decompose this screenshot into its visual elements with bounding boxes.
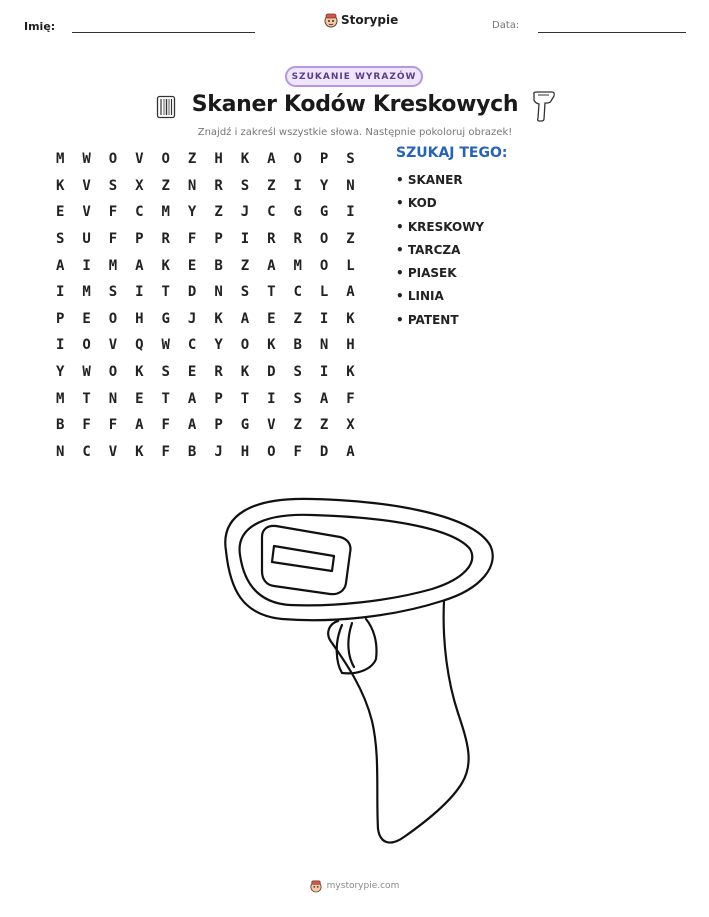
- grid-cell: H: [214, 151, 223, 168]
- page-title: Skaner Kodów Kreskowych: [191, 92, 519, 117]
- grid-cell: A: [187, 390, 197, 407]
- grid-cell: O: [108, 364, 118, 381]
- footer-url: mystorypie.com: [326, 881, 400, 891]
- grid-cell: B: [214, 257, 223, 274]
- grid-cell: I: [55, 337, 65, 354]
- grid-cell: G: [240, 417, 250, 434]
- grid-cell: B: [293, 337, 302, 354]
- grid-cell: S: [240, 177, 250, 194]
- grid-cell: F: [108, 231, 118, 248]
- word-list-item: • KRESKOWY: [396, 219, 485, 234]
- grid-cell: A: [240, 310, 250, 327]
- grid-cell: E: [82, 310, 91, 327]
- grid-cell: A: [319, 390, 329, 407]
- word-list-item: • TARCZA: [396, 242, 461, 257]
- grid-cell: Q: [135, 337, 144, 354]
- grid-cell: A: [267, 257, 276, 274]
- brand-logo: [324, 12, 398, 28]
- grid-cell: A: [55, 257, 65, 274]
- grid-cell: P: [135, 231, 144, 248]
- grid-cell: I: [267, 390, 276, 407]
- grid-cell: Y: [187, 204, 197, 221]
- grid-cell: T: [267, 284, 276, 301]
- grid-cell: S: [55, 231, 65, 248]
- grid-cell: V: [82, 177, 91, 194]
- grid-cell: F: [187, 231, 197, 248]
- grid-cell: O: [82, 337, 91, 354]
- grid-cell: F: [293, 443, 302, 460]
- grid-cell: S: [293, 390, 302, 407]
- grid-cell: M: [108, 257, 118, 274]
- grid-cell: N: [108, 390, 118, 407]
- word-list-item: • PATENT: [396, 312, 459, 327]
- grid-cell: C: [82, 443, 91, 460]
- date-line: [538, 32, 686, 33]
- grid-cell: E: [267, 310, 276, 327]
- grid-cell: B: [187, 443, 197, 460]
- grid-cell: S: [108, 177, 118, 194]
- grid-cell: M: [55, 390, 65, 407]
- barcode-scanner-illustration: [212, 493, 502, 863]
- grid-cell: I: [82, 257, 91, 274]
- grid-cell: H: [135, 310, 144, 327]
- grid-cell: C: [135, 204, 144, 221]
- grid-cell: G: [293, 204, 302, 221]
- grid-cell: G: [161, 310, 170, 327]
- word-list-title: SZUKAJ TEGO:: [396, 145, 508, 161]
- grid-cell: Z: [293, 417, 302, 434]
- grid-cell: X: [135, 177, 144, 194]
- grid-cell: N: [187, 177, 197, 194]
- grid-cell: Z: [346, 231, 355, 248]
- grid-cell: K: [161, 257, 170, 274]
- grid-cell: M: [55, 151, 65, 168]
- grid-cell: O: [319, 231, 329, 248]
- grid-cell: Z: [267, 177, 276, 194]
- grid-cell: K: [55, 177, 65, 194]
- word-list-item: • PIASEK: [396, 266, 457, 281]
- grid-cell: I: [319, 364, 329, 381]
- grid-cell: T: [161, 284, 170, 301]
- grid-cell: K: [240, 364, 250, 381]
- grid-cell: F: [82, 417, 91, 434]
- grid-cell: V: [108, 443, 118, 460]
- grid-cell: C: [293, 284, 302, 301]
- grid-cell: K: [240, 151, 250, 168]
- grid-cell: C: [267, 204, 276, 221]
- grid-cell: I: [240, 231, 250, 248]
- grid-cell: S: [293, 364, 302, 381]
- name-label: Imię:: [24, 20, 56, 33]
- grid-cell: Z: [187, 151, 197, 168]
- grid-cell: O: [161, 151, 170, 168]
- grid-cell: F: [108, 204, 118, 221]
- grid-cell: F: [108, 417, 118, 434]
- grid-cell: Z: [161, 177, 170, 194]
- activity-badge: SZUKANIE WYRAZÓW: [285, 66, 423, 87]
- grid-cell: W: [161, 337, 170, 354]
- grid-cell: Z: [293, 310, 302, 327]
- grid-cell: N: [55, 443, 65, 460]
- grid-cell: J: [187, 310, 197, 327]
- grid-cell: V: [108, 337, 118, 354]
- grid-cell: J: [214, 443, 223, 460]
- grid-cell: F: [161, 443, 170, 460]
- storypie-mascot-icon: [324, 12, 338, 28]
- grid-cell: B: [55, 417, 65, 434]
- grid-cell: V: [135, 151, 144, 168]
- grid-cell: Z: [319, 417, 329, 434]
- grid-cell: R: [214, 364, 223, 381]
- grid-cell: A: [346, 443, 355, 460]
- grid-cell: L: [346, 257, 355, 274]
- grid-cell: Y: [319, 177, 329, 194]
- grid-cell: K: [135, 443, 144, 460]
- grid-cell: K: [267, 337, 276, 354]
- grid-cell: H: [346, 337, 355, 354]
- grid-cell: J: [240, 204, 250, 221]
- word-list: [396, 171, 484, 334]
- grid-cell: O: [293, 151, 302, 168]
- grid-cell: R: [161, 231, 170, 248]
- grid-cell: E: [55, 204, 65, 221]
- grid-cell: T: [82, 390, 91, 407]
- grid-cell: M: [293, 257, 302, 274]
- grid-cell: H: [240, 443, 250, 460]
- grid-cell: S: [346, 151, 355, 168]
- grid-cell: O: [108, 310, 118, 327]
- instructions: Znajdź i zakreśl wszystkie słowa. Następnie pokoloruj obrazek!: [197, 127, 513, 138]
- name-line: [72, 32, 255, 33]
- word-list-item: • SKANER: [396, 173, 463, 187]
- grid-cell: K: [214, 310, 223, 327]
- grid-cell: E: [187, 257, 197, 274]
- grid-cell: U: [82, 231, 91, 248]
- grid-cell: S: [108, 284, 118, 301]
- grid-cell: K: [135, 364, 144, 381]
- grid-cell: E: [135, 390, 144, 407]
- grid-cell: Y: [214, 337, 223, 354]
- grid-cell: M: [82, 284, 91, 301]
- grid-cell: R: [214, 177, 223, 194]
- grid-cell: D: [319, 443, 329, 460]
- word-list-item: • KOD: [396, 196, 437, 211]
- grid-cell: P: [55, 310, 65, 327]
- grid-cell: I: [135, 284, 144, 301]
- grid-cell: I: [55, 284, 65, 301]
- barcode-scanner-icon: [531, 90, 557, 122]
- grid-cell: C: [187, 337, 197, 354]
- grid-cell: P: [214, 390, 223, 407]
- grid-cell: O: [240, 337, 250, 354]
- word-search-grid: [47, 146, 364, 465]
- grid-cell: R: [267, 231, 276, 248]
- grid-cell: O: [319, 257, 329, 274]
- grid-cell: V: [82, 204, 91, 221]
- grid-cell: I: [293, 177, 302, 194]
- grid-cell: T: [161, 390, 170, 407]
- grid-cell: Z: [214, 204, 223, 221]
- grid-cell: L: [319, 284, 329, 301]
- grid-cell: P: [214, 231, 223, 248]
- grid-cell: R: [293, 231, 302, 248]
- grid-cell: F: [346, 390, 355, 407]
- grid-cell: G: [319, 204, 329, 221]
- grid-cell: X: [346, 417, 355, 434]
- grid-cell: I: [346, 204, 355, 221]
- grid-cell: W: [82, 364, 91, 381]
- grid-cell: M: [161, 204, 170, 221]
- grid-cell: P: [319, 151, 329, 168]
- brand-name: Storypie: [341, 13, 399, 27]
- grid-cell: A: [135, 257, 144, 274]
- word-list-item: • LINIA: [396, 289, 444, 304]
- grid-cell: A: [267, 151, 276, 168]
- grid-cell: P: [214, 417, 223, 434]
- date-label: Data:: [492, 20, 520, 31]
- grid-cell: D: [267, 364, 276, 381]
- grid-cell: S: [240, 284, 250, 301]
- grid-cell: T: [240, 390, 250, 407]
- grid-cell: O: [108, 151, 118, 168]
- grid-cell: A: [346, 284, 355, 301]
- grid-cell: K: [346, 310, 355, 327]
- storypie-mascot-icon: [310, 879, 322, 893]
- grid-cell: I: [319, 310, 329, 327]
- grid-cell: Z: [240, 257, 250, 274]
- grid-cell: E: [187, 364, 197, 381]
- grid-cell: F: [161, 417, 170, 434]
- grid-cell: S: [161, 364, 170, 381]
- grid-cell: O: [267, 443, 276, 460]
- grid-cell: A: [135, 417, 144, 434]
- grid-cell: V: [267, 417, 276, 434]
- grid-cell: Y: [55, 364, 65, 381]
- grid-cell: K: [346, 364, 355, 381]
- grid-cell: N: [214, 284, 223, 301]
- grid-cell: W: [82, 151, 91, 168]
- footer: [0, 879, 709, 893]
- grid-cell: A: [187, 417, 197, 434]
- grid-cell: N: [319, 337, 329, 354]
- grid-cell: D: [187, 284, 197, 301]
- grid-cell: N: [346, 177, 355, 194]
